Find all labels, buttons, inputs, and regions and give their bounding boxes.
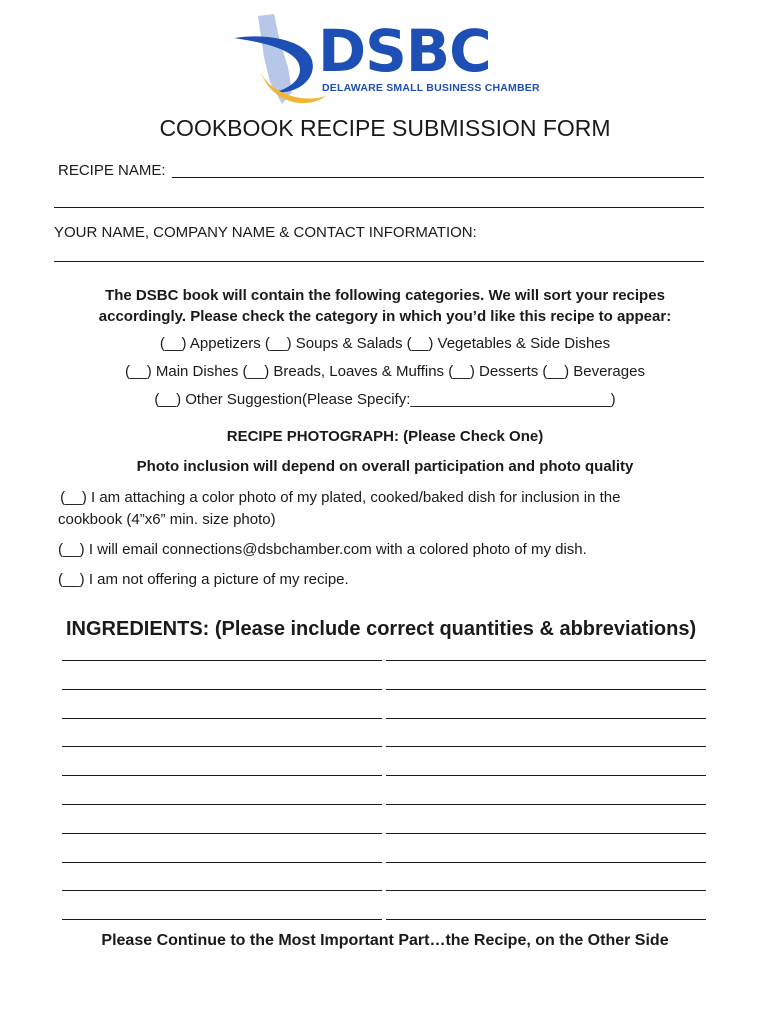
photo-heading: RECIPE PHOTOGRAPH: (Please Check One) [226, 428, 544, 445]
recipe-name-label: RECIPE NAME: [58, 162, 166, 179]
photo-option-none[interactable]: (__) I am not offering a picture of my recipe. [58, 571, 349, 588]
contact-field[interactable] [54, 261, 704, 262]
ingredient-line[interactable] [386, 804, 706, 805]
dsbc-logo [230, 12, 550, 110]
categories-row1[interactable]: (__) Appetizers (__) Soups & Salads (__) Vegetables & Side Dishes [159, 335, 611, 352]
logo-subtitle: DELAWARE SMALL BUSINESS CHAMBER [322, 82, 540, 94]
ingredient-line[interactable] [62, 862, 382, 863]
categories-intro-line1: The DSBC book will contain the following categories. We will sort your recipes [105, 287, 665, 304]
ingredient-line[interactable] [386, 862, 706, 863]
categories-intro-line2: accordingly. Please check the category in which you’d like this recipe to appear: [98, 308, 672, 325]
categories-row2[interactable]: (__) Main Dishes (__) Breads, Loaves & Muffins (__) Desserts (__) Beverages [125, 363, 645, 380]
logo-wordmark: DSBC [318, 17, 491, 85]
ingredient-line[interactable] [62, 804, 382, 805]
contact-label: YOUR NAME, COMPANY NAME & CONTACT INFORMATION: [54, 224, 477, 241]
ingredient-line[interactable] [62, 660, 382, 661]
ingredients-title: INGREDIENTS: (Please include correct quantities & abbreviations) [66, 618, 697, 640]
ingredient-line[interactable] [386, 833, 706, 834]
ingredient-line[interactable] [62, 833, 382, 834]
ingredient-line[interactable] [62, 775, 382, 776]
ingredient-line[interactable] [386, 775, 706, 776]
ingredient-line[interactable] [62, 689, 382, 690]
ingredient-line[interactable] [62, 718, 382, 719]
ingredient-line[interactable] [386, 919, 706, 920]
delaware-swoosh-icon [230, 12, 330, 110]
ingredient-line[interactable] [386, 746, 706, 747]
ingredient-line[interactable] [62, 746, 382, 747]
ingredient-line[interactable] [386, 718, 706, 719]
recipe-name-field-line2[interactable] [54, 207, 704, 208]
page-title: COOKBOOK RECIPE SUBMISSION FORM [159, 115, 611, 141]
ingredient-line[interactable] [386, 660, 706, 661]
ingredient-line[interactable] [386, 890, 706, 891]
footer-note: Please Continue to the Most Important Part…the Recipe, on the Other Side [101, 932, 669, 949]
categories-row3[interactable]: (__) Other Suggestion(Please Specify:________________________) [154, 391, 616, 408]
photo-option-attach[interactable]: (__) I am attaching a color photo of my plated, cooked/baked dish for inclusion in the [56, 489, 621, 506]
photo-note: Photo inclusion will depend on overall participation and photo quality [136, 458, 634, 475]
recipe-name-field[interactable] [172, 177, 704, 178]
photo-option-attach-line2: cookbook (4”x6” min. size photo) [58, 511, 276, 528]
photo-option-email[interactable]: (__) I will email connections@dsbchamber.com with a colored photo of my dish. [58, 541, 587, 558]
ingredient-line[interactable] [386, 689, 706, 690]
ingredient-line[interactable] [62, 890, 382, 891]
ingredient-line[interactable] [62, 919, 382, 920]
